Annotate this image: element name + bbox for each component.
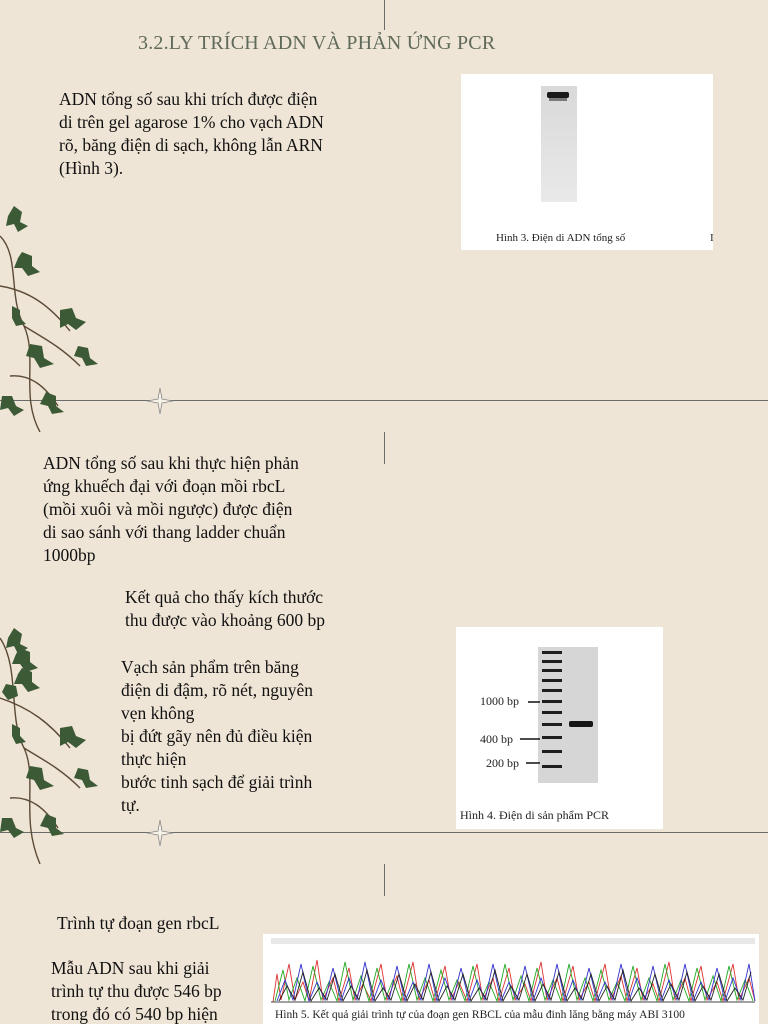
paragraph-adn-total: ADN tổng số sau khi trích được điện di trên gel agarose 1% cho vạch ADN rõ, băng điện di sạch, không lẫn ARN (Hình 3). — [59, 89, 324, 178]
sparkle-icon — [147, 820, 173, 846]
figure-caption-cutoff: I — [710, 232, 714, 244]
figure-caption: Hình 4. Điện di sản phẩm PCR — [460, 808, 609, 822]
ladder-label-400: 400 bp — [480, 732, 513, 746]
slide-title: 3.2.LY TRÍCH ADN VÀ PHẢN ỨNG PCR — [138, 32, 496, 54]
slide-2 — [0, 432, 768, 864]
paragraph-band-quality: Vạch sản phẩm trên băng điện di đậm, rõ nét, nguyên vẹn không bị đứt gãy nên đủ điều kiện thực hiện bước tinh sạch để giải trình tự. — [121, 657, 313, 815]
slide-1 — [0, 0, 768, 432]
paragraph-size-result: Kết quả cho thấy kích thước thu được vào khoảng 600 bp — [125, 587, 326, 630]
figure-gel-total-dna — [461, 74, 713, 250]
sparkle-icon — [147, 388, 173, 414]
divider-vertical — [384, 432, 385, 464]
paragraph-sequencing: Mẫu ADN sau khi giải trình tự thu được 546 bp trong đó có 540 bp hiện — [51, 958, 222, 1024]
ladder-label-200: 200 bp — [486, 756, 519, 770]
gel-image — [456, 627, 663, 829]
vine-decoration — [0, 196, 110, 432]
divider-horizontal — [0, 832, 768, 833]
figure-caption: Hình 5. Kết quả giải trình tự của đoạn gen RBCL của mẫu đinh lăng bằng máy ABI 3100 — [275, 1009, 685, 1021]
ladder-label-1000: 1000 bp — [480, 694, 519, 708]
gel-image — [461, 74, 713, 250]
section-heading: Trình tự đoạn gen rbcL — [57, 913, 220, 933]
divider-horizontal — [0, 400, 768, 401]
divider-vertical — [384, 864, 385, 896]
figure-caption: Hình 3. Điện di ADN tổng số — [496, 232, 626, 244]
figure-chromatogram — [263, 934, 759, 1024]
vine-decoration — [0, 628, 60, 718]
divider-vertical — [384, 0, 385, 30]
figure-gel-pcr — [456, 627, 663, 829]
slide-3 — [0, 864, 768, 1024]
paragraph-pcr: ADN tổng số sau khi thực hiện phản ứng khuếch đại với đoạn mồi rbcL (mồi xuôi và mồi ngược) được điện di sao sánh với thang ladder chuẩn 1000bp — [43, 453, 299, 565]
